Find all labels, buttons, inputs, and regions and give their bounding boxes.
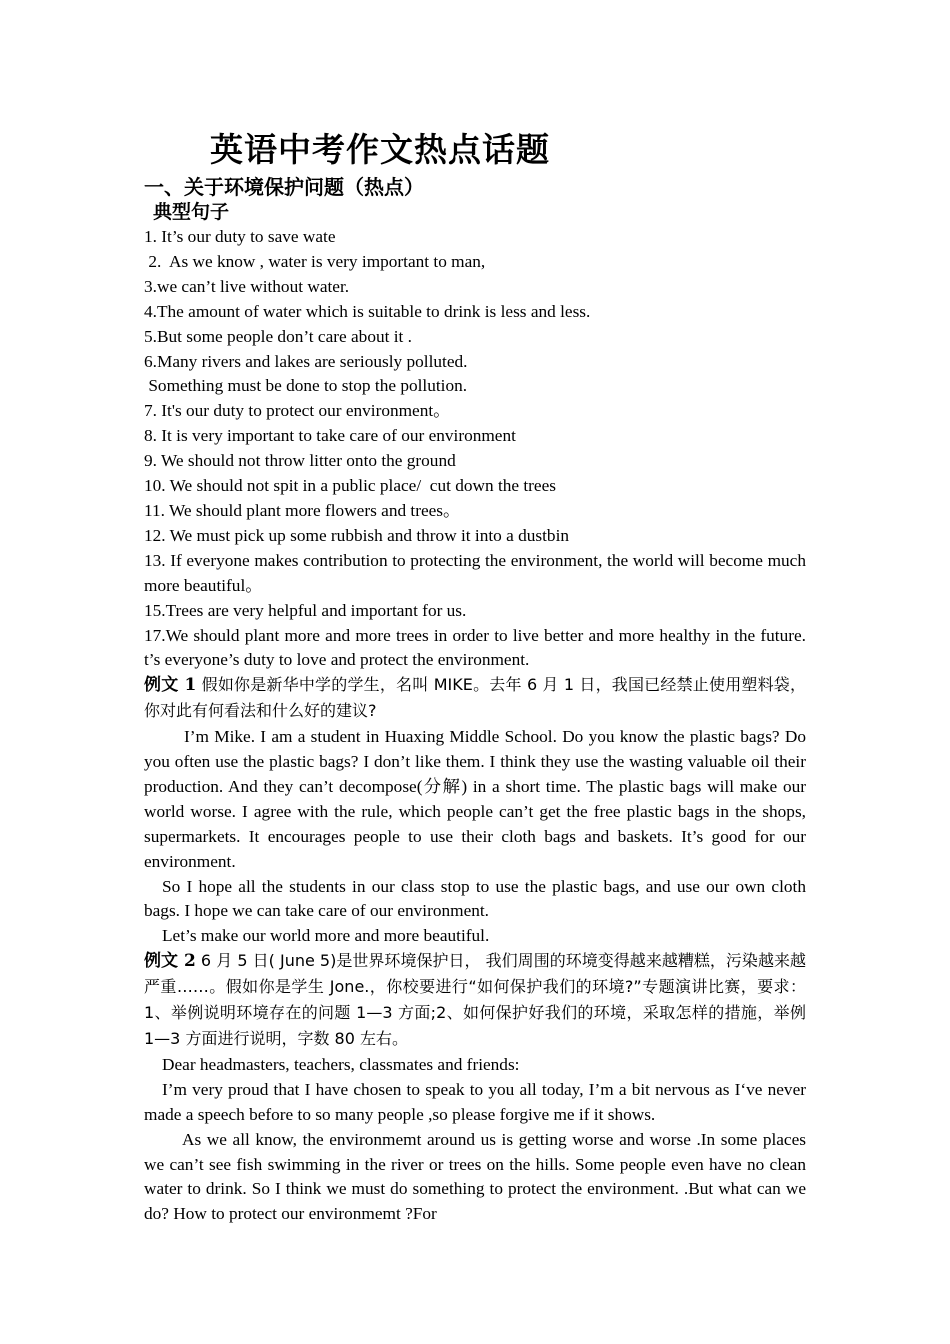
sentence-item: 7. It's our duty to protect our environment。 xyxy=(144,401,451,421)
sentence-item: 8. It is very important to take care of our environment xyxy=(144,426,516,446)
sentence-item: 17.We should plant more and more trees in order to live better and more healthy in the future. t’s everyone’s duty to love and protect the environment. xyxy=(144,625,806,670)
sentence-item: 1. It’s our duty to save wate xyxy=(144,227,336,246)
sentence-list xyxy=(144,225,806,673)
sentence-item: 6.Many rivers and lakes are seriously polluted. xyxy=(144,351,468,371)
sentence-item: 9. We should not throw litter onto the ground xyxy=(144,451,456,471)
example-2-prompt-text: 6 月 5 日( June 5)是世界环境保护日， 我们周围的环境变得越来越糟糕，污染越来越严重……。假如你是学生 Jone.，你校要进行“如何保护我们的环境?”专题演讲比赛，要求：1、举例说明环境存在的问题 1—3 方面;2、如何保护好我们的环境，采取怎样的措施，举例 1—3 方面进行说明，字数 80 左右。 xyxy=(144,951,806,1048)
sentence-item: 11. We should plant more flowers and trees。 xyxy=(144,500,461,520)
sentence-item: 4.The amount of water which is suitable to drink is less and less. xyxy=(144,301,591,321)
example-1-prompt xyxy=(144,673,806,725)
sentence-item: 5.But some people don’t care about it . xyxy=(144,326,412,346)
sentence-item: 2. As we know , water is very important to man, xyxy=(144,251,486,271)
sentence-item: 12. We must pick up some rubbish and throw it into a dustbin xyxy=(144,525,570,545)
example-1-label: 例文 1 xyxy=(144,675,197,696)
sentence-item: 10. We should not spit in a public place/ cut down the trees xyxy=(144,476,556,496)
example-1-paragraph: I’m Mike. I am a student in Huaxing Middle School. Do you know the plastic bags? Do you often use the plastic bags? I don’t like them. I think they use the wasting valuable oil their production. And they can’t decompose(分解) in a short time. The plastic bags will make our world worse. I agree with the rule, which people can’t get the free plastic bags in the shops, supermarkets. It encourages people to use their cloth bags and baskets. It’s good for our environment. xyxy=(144,727,806,871)
example-1-paragraph: So I hope all the students in our class stop to use the plastic bags, and use our own cloth bags. I hope we can take care of our environment. xyxy=(144,876,806,921)
example-2-paragraph: I’m very proud that I have chosen to speak to you all today, I’m a bit nervous as I‘ve never made a speech before to so many people ,so please forgive me if it shows. xyxy=(144,1079,806,1124)
example-2-paragraph: Dear headmasters, teachers, classmates and friends: xyxy=(162,1054,520,1074)
document-title: 英语中考作文热点话题 xyxy=(210,130,550,169)
sub-heading-typical-sentences: 典型句子 xyxy=(153,201,230,223)
section-heading-environment: 一、关于环境保护问题（热点） xyxy=(144,175,424,199)
sentence-item: Something must be done to stop the pollution. xyxy=(144,376,468,396)
example-2-label: 例文 2 xyxy=(144,951,196,972)
sentence-item: 15.Trees are very helpful and important for us. xyxy=(144,600,467,620)
example-2-prompt xyxy=(144,949,806,1053)
document-page xyxy=(144,126,806,1227)
example-2-paragraph: As we all know, the environmemt around us is getting worse and worse .In some places we can’t see fish swimming in the river or trees on the hills. Some people even have no clean water to drink. So I think we must do something to protect the environment. .But what can we do? How to protect our environmemt ?For xyxy=(144,1129,806,1224)
example-essay-2 xyxy=(144,949,806,1227)
sentence-item: 3.we can’t live without water. xyxy=(144,276,350,296)
example-essay-1 xyxy=(144,673,806,949)
example-1-prompt-text: 假如你是新华中学的学生，名叫 MIKE。去年 6 月 1 日，我国已经禁止使用塑料袋，你对此有何看法和什么好的建议? xyxy=(144,675,806,721)
example-1-paragraph: Let’s make our world more and more beautiful. xyxy=(162,926,490,946)
sentence-item: 13. If everyone makes contribution to protecting the environment, the world will become much more beautiful。 xyxy=(144,550,806,595)
